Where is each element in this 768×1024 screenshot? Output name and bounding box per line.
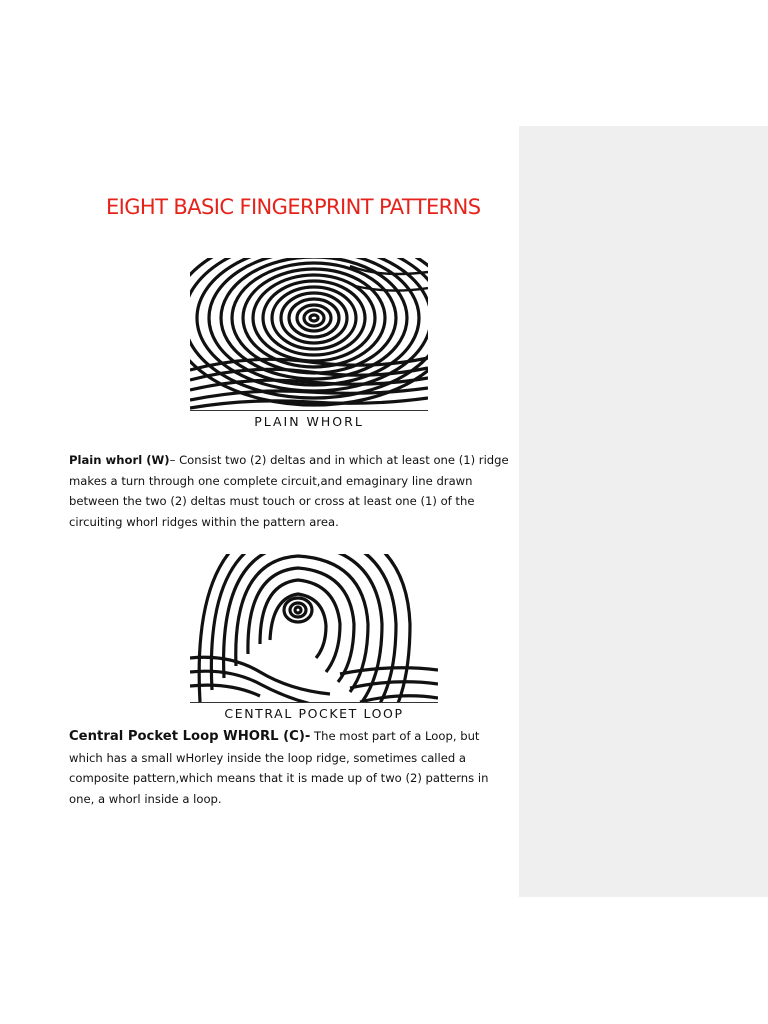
central-pocket-loop-figure [190, 554, 438, 726]
figure-divider [190, 702, 438, 703]
document-title: EIGHT BASIC FINGERPRINT PATTERNS [106, 195, 481, 219]
central-pocket-loop-term: Central Pocket Loop WHORL (C)- [69, 729, 311, 744]
plain-whorl-term: Plain whorl (W) [69, 453, 170, 467]
plain-whorl-description [69, 450, 509, 532]
plain-whorl-fingerprint-image [190, 258, 428, 410]
comment-pane [519, 126, 768, 897]
central-pocket-loop-caption: CENTRAL POCKET LOOP [224, 706, 404, 721]
central-pocket-loop-text: The most part of a Loop, but which has a small wHorley inside the loop ridge, sometimes called a composite pattern,which means that it is made up of two (2) patterns in one, a whorl inside a loop. [69, 729, 489, 806]
central-pocket-loop-description [69, 726, 509, 809]
plain-whorl-figure [190, 258, 428, 432]
figure-divider [190, 410, 428, 411]
plain-whorl-text: – Consist two (2) deltas and in which at least one (1) ridge makes a turn through one complete circuit,and emaginary line drawn between the two (2) deltas must touch or cross at least one (1) of the circuiting whorl ridges within the pattern area. [69, 453, 509, 529]
central-pocket-loop-fingerprint-image [190, 554, 438, 702]
plain-whorl-caption: PLAIN WHORL [254, 414, 364, 429]
